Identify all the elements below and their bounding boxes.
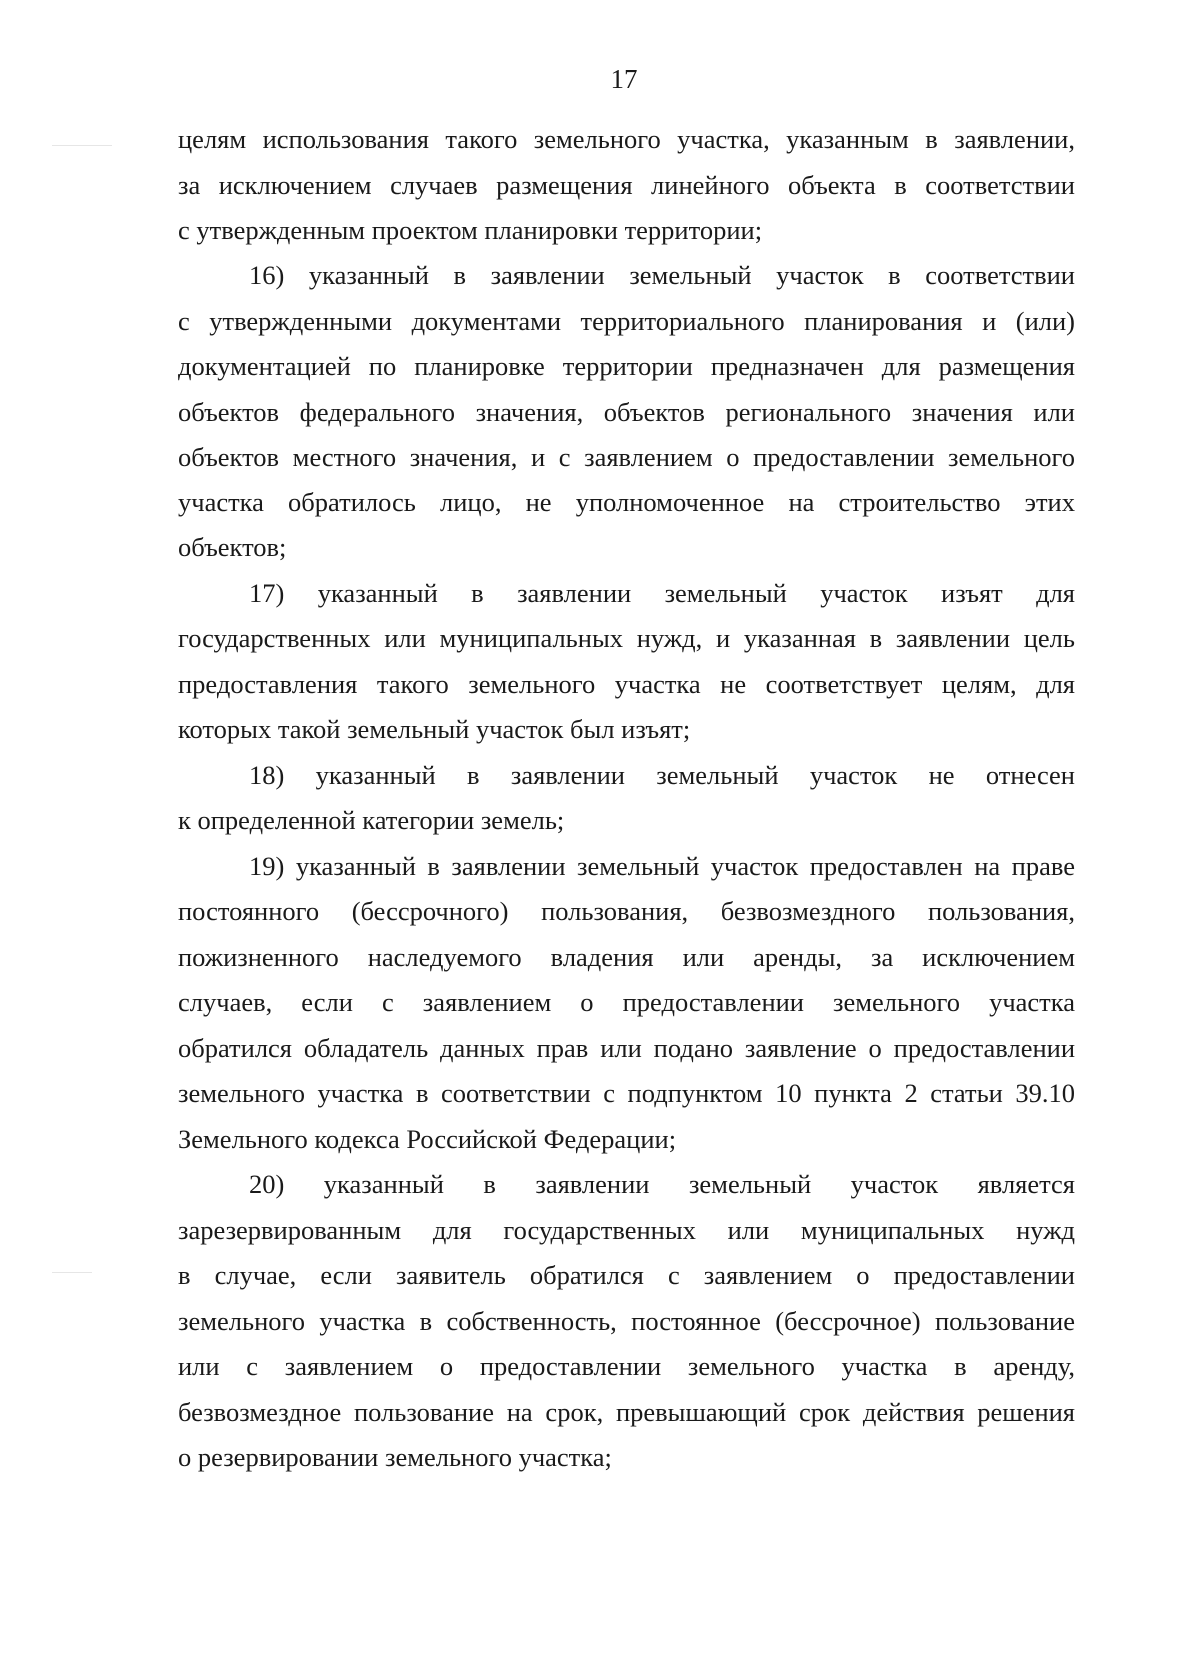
text-line: которых такой земельный участок был изъят; (178, 714, 691, 744)
paragraph-start-line: 19) указанный в заявлении земельный участок предоставлен на праве (249, 851, 1075, 881)
text-line: за исключением случаев размещения линейного объекта в соответствии (178, 170, 1075, 200)
text-line: документацией по планировке территории предназначен для размещения (178, 351, 1075, 381)
text-line: государственных или муниципальных нужд, и указанная в заявлении цель (178, 623, 1075, 653)
page-number: 17 (610, 64, 638, 94)
text-line: объектов местного значения, и с заявлением о предоставлении земельного (178, 442, 1075, 472)
paragraph-start-line: 18) указанный в заявлении земельный участок не отнесен (249, 760, 1075, 790)
text-line: к определенной категории земель; (178, 805, 565, 835)
text-line: случаев, если с заявлением о предоставлении земельного участка (178, 987, 1075, 1017)
scan-margin-mark (52, 1272, 92, 1273)
text-line: в случае, если заявитель обратился с заявлением о предоставлении (178, 1260, 1075, 1290)
text-line: объектов федерального значения, объектов регионального значения или (178, 397, 1075, 427)
paragraph-start-line: 20) указанный в заявлении земельный участок является (249, 1169, 1075, 1199)
text-line: зарезервированным для государственных или муниципальных нужд (178, 1215, 1075, 1245)
scan-margin-mark (52, 145, 112, 146)
text-line: постоянного (бессрочного) пользования, безвозмездного пользования, (178, 896, 1075, 926)
text-line: целям использования такого земельного участка, указанным в заявлении, (178, 124, 1075, 154)
text-line: участка обратилось лицо, не уполномоченное на строительство этих (178, 487, 1075, 517)
text-line: земельного участка в собственность, постоянное (бессрочное) пользование (178, 1306, 1075, 1336)
text-line: с утвержденными документами территориального планирования и (или) (178, 306, 1075, 336)
text-line: предоставления такого земельного участка не соответствует целям, для (178, 669, 1075, 699)
paragraph-start-line: 16) указанный в заявлении земельный участок в соответствии (249, 260, 1075, 290)
text-line: или с заявлением о предоставлении земельного участка в аренду, (178, 1351, 1075, 1381)
text-line: Земельного кодекса Российской Федерации; (178, 1124, 677, 1154)
paragraph-start-line: 17) указанный в заявлении земельный участок изъят для (249, 578, 1075, 608)
text-line: объектов; (178, 532, 287, 562)
text-line: о резервировании земельного участка; (178, 1442, 612, 1472)
text-line: безвозмездное пользование на срок, превышающий срок действия решения (178, 1397, 1075, 1427)
text-line: пожизненного наследуемого владения или аренды, за исключением (178, 942, 1075, 972)
text-line: обратился обладатель данных прав или подано заявление о предоставлении (178, 1033, 1075, 1063)
text-line: с утвержденным проектом планировки территории; (178, 215, 763, 245)
text-line: земельного участка в соответствии с подпунктом 10 пункта 2 статьи 39.10 (178, 1078, 1075, 1108)
